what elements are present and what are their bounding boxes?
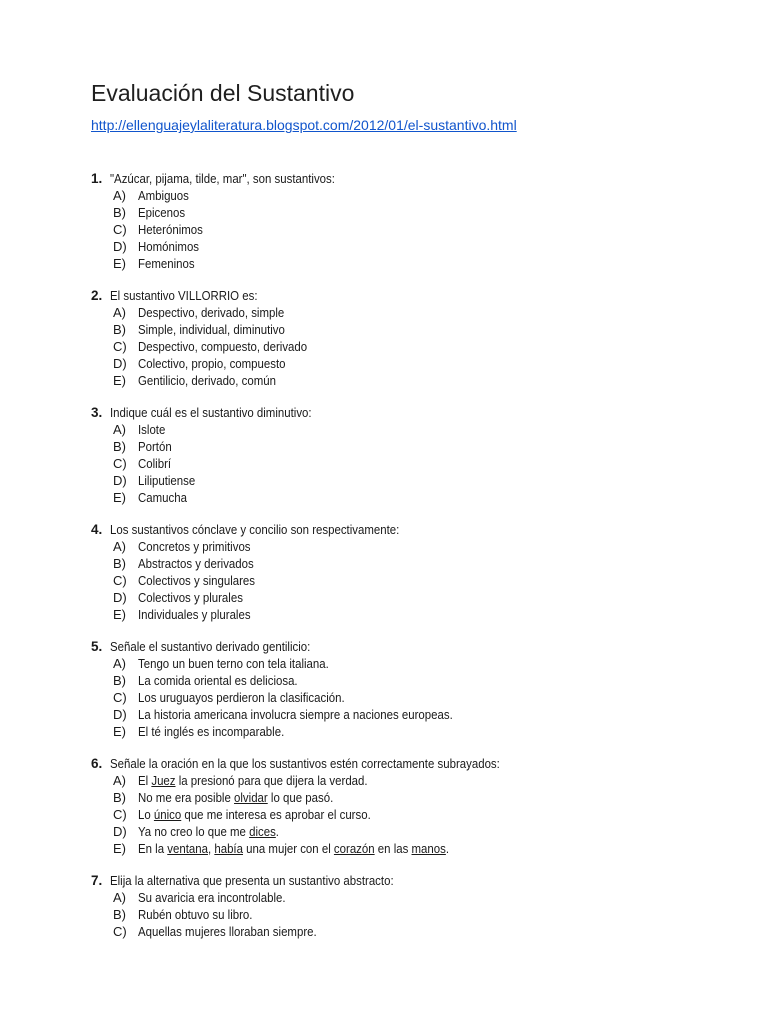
option-text xyxy=(138,439,172,456)
option-text-segment: Femeninos xyxy=(138,255,195,271)
option-letter: B) xyxy=(113,204,126,220)
option-text xyxy=(138,473,195,490)
option-item xyxy=(91,790,691,807)
option-letter: C) xyxy=(113,338,127,354)
option-text-segment: Portón xyxy=(138,438,172,454)
option-letter: E) xyxy=(113,723,126,739)
option-text-segment: Despectivo, derivado, simple xyxy=(138,304,285,320)
question-number: 4. xyxy=(91,522,103,537)
question-number: 5. xyxy=(91,639,103,654)
option-item xyxy=(91,256,691,273)
option-item xyxy=(91,188,691,205)
option-text-segment: Abstractos y derivados xyxy=(138,555,254,571)
option-text xyxy=(138,356,286,373)
option-text xyxy=(138,590,243,607)
option-text-segment: La comida oriental es deliciosa. xyxy=(138,672,298,688)
option-text xyxy=(138,907,252,924)
question-number: 1. xyxy=(91,171,103,186)
option-letter: A) xyxy=(113,889,126,905)
option-text xyxy=(138,707,453,724)
option-letter: C) xyxy=(113,572,127,588)
underlined-word: olvidar xyxy=(234,789,268,805)
option-item xyxy=(91,607,691,624)
option-text-segment: Lo xyxy=(138,806,154,822)
question-text: Los sustantivos cónclave y concilio son respectivamente: xyxy=(110,522,400,537)
question-number: 6. xyxy=(91,756,103,771)
option-letter: A) xyxy=(113,304,126,320)
question-5 xyxy=(91,639,691,740)
option-text xyxy=(138,222,203,239)
question-text: Indique cuál es el sustantivo diminutivo: xyxy=(110,405,312,420)
options-list xyxy=(91,539,691,624)
option-item xyxy=(91,924,691,941)
option-text-segment: Ambiguos xyxy=(138,187,189,203)
option-text-segment: . xyxy=(275,823,279,839)
option-text-segment: Despectivo, compuesto, derivado xyxy=(138,338,308,354)
option-text-segment: Gentilicio, derivado, común xyxy=(138,372,276,388)
option-letter: E) xyxy=(113,489,126,505)
option-text xyxy=(138,422,165,439)
options-list xyxy=(91,422,691,507)
option-text-segment: No me era posible xyxy=(138,789,235,805)
option-letter: D) xyxy=(113,706,127,722)
option-letter: A) xyxy=(113,772,126,788)
option-item xyxy=(91,890,691,907)
option-text-segment: En la xyxy=(138,840,168,856)
option-item xyxy=(91,590,691,607)
option-text-segment: . xyxy=(445,840,450,856)
question-text: El sustantivo VILLORRIO es: xyxy=(110,288,258,303)
option-text-segment: Epicenos xyxy=(138,204,186,220)
option-letter: A) xyxy=(113,187,126,203)
option-text xyxy=(138,239,199,256)
option-letter: A) xyxy=(113,538,126,554)
option-text-segment: Homónimos xyxy=(138,238,200,254)
option-letter: C) xyxy=(113,221,127,237)
option-text-segment: Camucha xyxy=(138,489,187,505)
option-item xyxy=(91,439,691,456)
option-item xyxy=(91,205,691,222)
option-item xyxy=(91,907,691,924)
option-text-segment: Simple, individual, diminutivo xyxy=(138,321,285,337)
option-text xyxy=(138,824,279,841)
option-text xyxy=(138,890,286,907)
options-list xyxy=(91,656,691,741)
option-item xyxy=(91,773,691,790)
option-text-segment: que me interesa es aprobar el curso. xyxy=(181,806,371,822)
question-line xyxy=(91,756,691,773)
question-line xyxy=(91,288,691,305)
option-text xyxy=(138,322,285,339)
option-text xyxy=(138,607,251,624)
question-text: Señale la oración en la que los sustantivos estén correctamente subrayados: xyxy=(110,756,500,771)
option-item xyxy=(91,573,691,590)
option-letter: D) xyxy=(113,472,127,488)
question-2 xyxy=(91,288,691,389)
question-line xyxy=(91,405,691,422)
option-text-segment: El xyxy=(138,772,152,788)
option-letter: B) xyxy=(113,789,126,805)
option-letter: E) xyxy=(113,255,126,271)
underlined-word: dices xyxy=(249,823,276,839)
options-list xyxy=(91,773,691,858)
option-item xyxy=(91,322,691,339)
option-text xyxy=(138,339,307,356)
question-text: Señale el sustantivo derivado gentilicio: xyxy=(110,639,311,654)
option-text xyxy=(138,924,317,941)
option-item xyxy=(91,690,691,707)
question-text: "Azúcar, pijama, tilde, mar", son sustantivos: xyxy=(110,171,335,186)
options-list xyxy=(91,890,691,941)
option-item xyxy=(91,539,691,556)
question-1 xyxy=(91,171,691,272)
option-text xyxy=(138,773,368,790)
option-letter: C) xyxy=(113,689,127,705)
option-text-segment: Colectivo, propio, compuesto xyxy=(138,355,286,371)
option-item xyxy=(91,222,691,239)
option-text-segment: una mujer con el xyxy=(242,840,334,856)
option-text-segment: Rubén obtuvo su libro. xyxy=(138,906,253,922)
option-text-segment: Ya no creo lo que me xyxy=(138,823,250,839)
option-letter: C) xyxy=(113,455,127,471)
option-text xyxy=(138,724,284,741)
option-text xyxy=(138,188,189,205)
question-line xyxy=(91,873,691,890)
question-3 xyxy=(91,405,691,506)
option-text xyxy=(138,205,185,222)
option-item xyxy=(91,807,691,824)
option-text xyxy=(138,305,284,322)
option-item xyxy=(91,673,691,690)
option-text xyxy=(138,790,333,807)
option-text xyxy=(138,841,449,858)
option-item xyxy=(91,422,691,439)
option-text xyxy=(138,556,254,573)
option-text-segment: Concretos y primitivos xyxy=(138,538,251,554)
option-letter: E) xyxy=(113,372,126,388)
underlined-word: ventana xyxy=(167,840,208,856)
option-item xyxy=(91,490,691,507)
question-line xyxy=(91,171,691,188)
option-item xyxy=(91,724,691,741)
option-text xyxy=(138,539,251,556)
option-text-segment: Colectivos y plurales xyxy=(138,589,243,605)
option-item xyxy=(91,707,691,724)
option-text-segment: Colectivos y singulares xyxy=(138,572,255,588)
option-item xyxy=(91,656,691,673)
option-item xyxy=(91,356,691,373)
option-item xyxy=(91,239,691,256)
question-number: 7. xyxy=(91,873,103,888)
option-text-segment: lo que pasó. xyxy=(267,789,334,805)
underlined-word: manos xyxy=(411,840,446,856)
option-text-segment: La historia americana involucra siempre a naciones europeas. xyxy=(138,706,453,722)
option-text-segment: Colibrí xyxy=(138,455,172,471)
option-item xyxy=(91,824,691,841)
option-letter: B) xyxy=(113,906,126,922)
option-letter: C) xyxy=(113,923,127,939)
option-text-segment: Liliputiense xyxy=(138,472,196,488)
option-text-segment: El té inglés es incomparable. xyxy=(138,723,285,739)
option-text xyxy=(138,690,345,707)
options-list xyxy=(91,305,691,390)
option-text-segment: , xyxy=(207,840,215,856)
source-link[interactable]: http://ellenguajeylaliteratura.blogspot.com/2012/01/el-sustantivo.html xyxy=(91,117,517,133)
option-letter: B) xyxy=(113,555,126,571)
option-text xyxy=(138,456,171,473)
question-number: 3. xyxy=(91,405,103,420)
option-item xyxy=(91,841,691,858)
option-letter: B) xyxy=(113,438,126,454)
option-letter: C) xyxy=(113,806,127,822)
option-text xyxy=(138,490,187,507)
option-letter: A) xyxy=(113,421,126,437)
option-text-segment: Islote xyxy=(138,421,166,437)
option-item xyxy=(91,305,691,322)
option-letter: D) xyxy=(113,589,127,605)
option-text xyxy=(138,807,371,824)
underlined-word: Juez xyxy=(151,772,176,788)
question-number: 2. xyxy=(91,288,103,303)
option-item xyxy=(91,373,691,390)
option-letter: B) xyxy=(113,321,126,337)
option-text xyxy=(138,373,276,390)
page-title: Evaluación del Sustantivo xyxy=(91,80,355,106)
question-6 xyxy=(91,756,691,857)
option-letter: A) xyxy=(113,655,126,671)
option-item xyxy=(91,473,691,490)
option-text-segment: Aquellas mujeres lloraban siempre. xyxy=(138,923,317,939)
option-item xyxy=(91,339,691,356)
underlined-word: corazón xyxy=(333,840,375,856)
option-text-segment: Su avaricia era incontrolable. xyxy=(138,889,286,905)
option-text xyxy=(138,673,298,690)
option-item xyxy=(91,456,691,473)
option-text-segment: Tengo un buen terno con tela italiana. xyxy=(138,655,329,671)
option-letter: D) xyxy=(113,355,127,371)
option-letter: E) xyxy=(113,840,126,856)
question-line xyxy=(91,639,691,656)
option-text-segment: Heterónimos xyxy=(138,221,203,237)
option-text xyxy=(138,656,329,673)
option-letter: D) xyxy=(113,823,127,839)
option-text xyxy=(138,256,195,273)
question-text: Elija la alternativa que presenta un sustantivo abstracto: xyxy=(110,873,394,888)
underlined-word: único xyxy=(153,806,182,822)
option-text-segment: Los uruguayos perdieron la clasificación. xyxy=(138,689,345,705)
option-text-segment: Individuales y plurales xyxy=(138,606,251,622)
option-text-segment: la presionó para que dijera la verdad. xyxy=(175,772,368,788)
option-letter: B) xyxy=(113,672,126,688)
option-letter: D) xyxy=(113,238,127,254)
option-letter: E) xyxy=(113,606,126,622)
options-list xyxy=(91,188,691,273)
question-4 xyxy=(91,522,691,623)
option-text-segment: en las xyxy=(374,840,412,856)
question-7 xyxy=(91,873,691,941)
option-item xyxy=(91,556,691,573)
underlined-word: había xyxy=(214,840,243,856)
question-line xyxy=(91,522,691,539)
option-text xyxy=(138,573,255,590)
